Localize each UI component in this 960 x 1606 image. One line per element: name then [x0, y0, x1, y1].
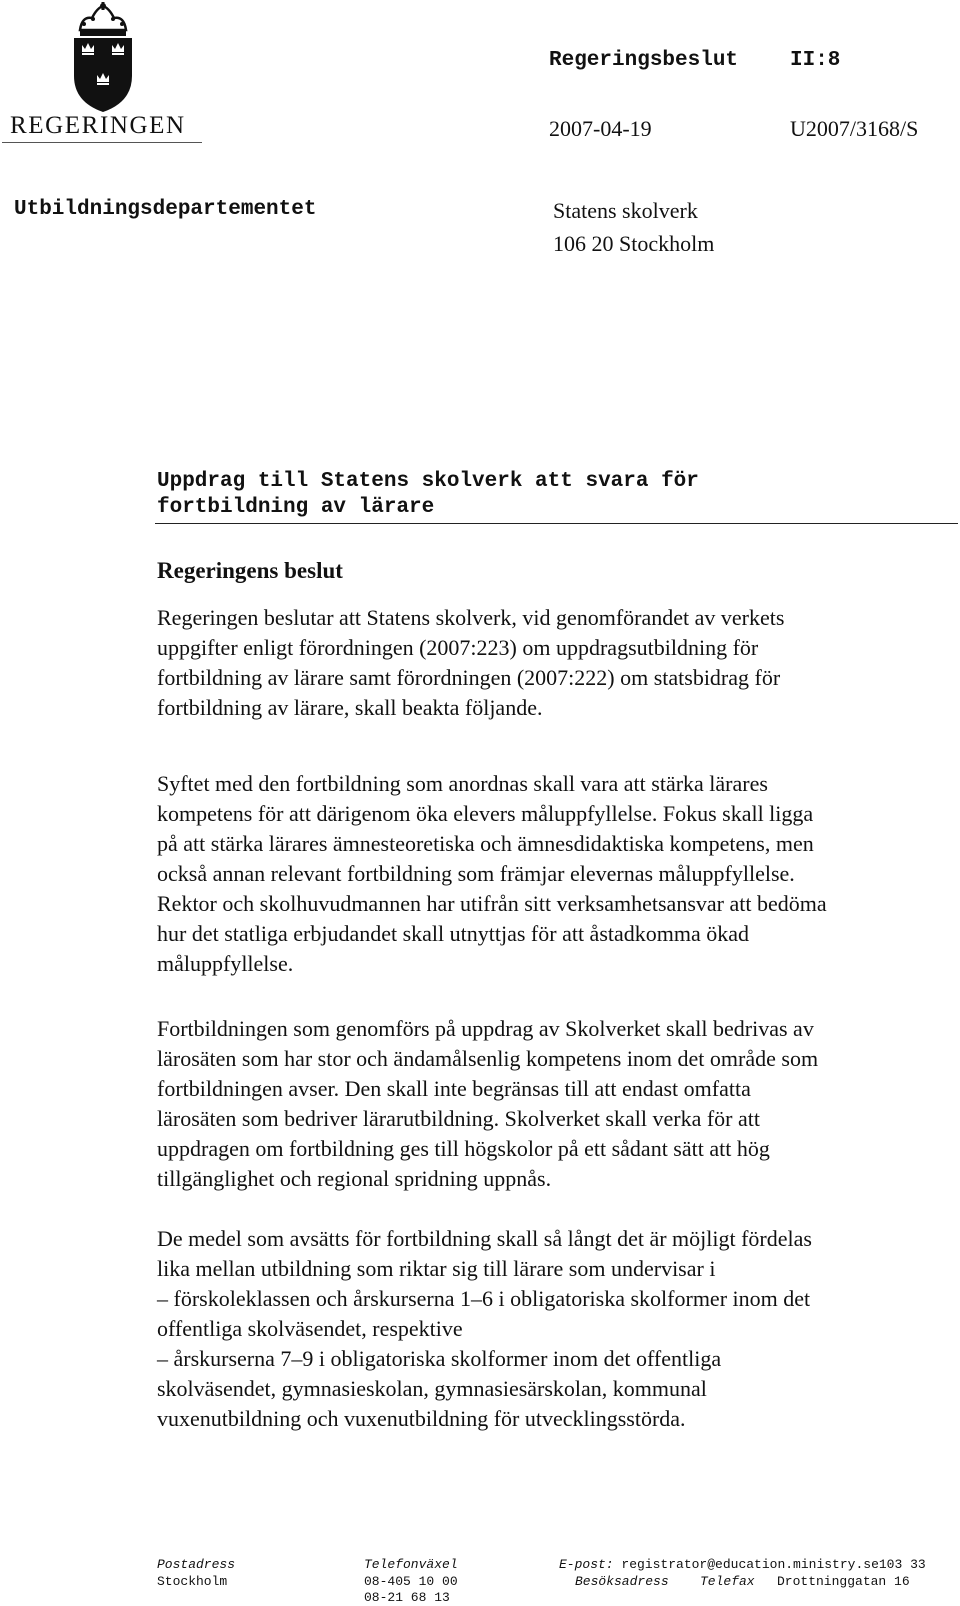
footer-email-label: E-post: [559, 1557, 614, 1572]
subject-line: fortbildning av lärare [157, 496, 435, 519]
paragraph-line: också annan relevant fortbildning som främjar elevernas måluppfyllelse. [157, 861, 795, 886]
paragraph [157, 1224, 947, 1434]
section-heading: Regeringens beslut [157, 558, 343, 583]
paragraph-line: hur det statliga erbjudandet skall utnyttjas för att åstadkomma ökad [157, 921, 750, 946]
footer-switchboard-label: Telefonväxel [364, 1557, 458, 1572]
document-type: Regeringsbeslut [549, 49, 739, 72]
logo-divider [2, 142, 202, 143]
paragraph [157, 1014, 947, 1194]
department-name: Utbildningsdepartementet [14, 198, 317, 221]
recipient-address: 106 20 Stockholm [553, 231, 715, 256]
paragraph-line: måluppfyllelse. [157, 951, 294, 976]
item-number: II:8 [790, 49, 841, 72]
footer-fax-label: Telefax [700, 1574, 755, 1589]
paragraph-line: Fortbildningen som genomförs på uppdrag av Skolverket skall bedrivas av [157, 1016, 814, 1041]
footer-postal-city: Stockholm [157, 1574, 228, 1589]
subject-title [157, 469, 857, 521]
paragraph-line: vuxenutbildning och vuxenutbildning för utvecklingsstörda. [157, 1406, 686, 1431]
logo-wordmark: REGERINGEN [10, 112, 186, 139]
paragraph-line: på att stärka lärares ämnesteoretiska och ämnesdidaktiska kompetens, men [157, 831, 814, 856]
paragraph-line: De medel som avsätts för fortbildning skall så långt det är möjligt fördelas [157, 1226, 812, 1251]
footer-visiting-label: Besöksadress [575, 1574, 669, 1589]
footer-switchboard-number: 08-405 10 00 [364, 1574, 458, 1589]
paragraph-line: uppdragen om fortbildning ges till högskolor på ett sådant sätt att hög [157, 1136, 770, 1161]
paragraph-line: offentliga skolväsendet, respektive [157, 1316, 463, 1341]
paragraph-line: – årskurserna 7–9 i obligatoriska skolformer inom det offentliga [157, 1346, 722, 1371]
subject-divider [155, 523, 958, 524]
paragraph-line: lärosäten som har stor och ändamålsenlig kompetens inom det område som [157, 1046, 819, 1071]
paragraph [157, 769, 947, 979]
subject-line: Uppdrag till Statens skolverk att svara för [157, 470, 699, 493]
paragraph-line: skolväsendet, gymnasieskolan, gymnasiesärskolan, kommunal [157, 1376, 707, 1401]
paragraph-line: Syftet med den fortbildning som anordnas skall vara att stärka lärares [157, 771, 768, 796]
recipient-name: Statens skolverk [553, 198, 698, 223]
footer-postal-label: Postadress [157, 1557, 236, 1572]
paragraph-line: – förskoleklassen och årskurserna 1–6 i obligatoriska skolformer inom det [157, 1286, 811, 1311]
paragraph-line: fortbildning av lärare, skall beakta följande. [157, 695, 543, 720]
reference-number: U2007/3168/S [790, 116, 919, 141]
footer-visiting-address: Drottninggatan 16 [777, 1574, 910, 1589]
footer-email-value: registrator@education.ministry.se103 33 [621, 1557, 926, 1572]
paragraph-line: fortbildningen avser. Den skall inte begränsas till att endast omfatta [157, 1076, 751, 1101]
paragraph-line: Regeringen beslutar att Statens skolverk, vid genomförandet av verkets [157, 605, 785, 630]
paragraph-line: lärosäten som bedriver lärarutbildning. Skolverket skall verka för att [157, 1106, 760, 1131]
paragraph-line: fortbildning av lärare samt förordningen (2007:222) om statsbidrag för [157, 665, 781, 690]
footer-email [559, 1556, 926, 1573]
paragraph-line: tillgänglighet och regional spridning uppnås. [157, 1166, 552, 1191]
decision-date: 2007-04-19 [549, 116, 652, 141]
footer-fax-number: 08-21 68 13 [364, 1590, 450, 1605]
coat-of-arms-icon [2, 2, 202, 114]
paragraph-line: Rektor och skolhuvudmannen har utifrån sitt verksamhetsansvar att bedöma [157, 891, 827, 916]
paragraph-line: uppgifter enligt förordningen (2007:223) om uppdragsutbildning för [157, 635, 759, 660]
paragraph [157, 603, 947, 723]
paragraph-line: lika mellan utbildning som riktar sig till lärare som undervisar i [157, 1256, 716, 1281]
government-logo [2, 2, 202, 144]
paragraph-line: kompetens för att därigenom öka elevers måluppfyllelse. Fokus skall ligga [157, 801, 814, 826]
